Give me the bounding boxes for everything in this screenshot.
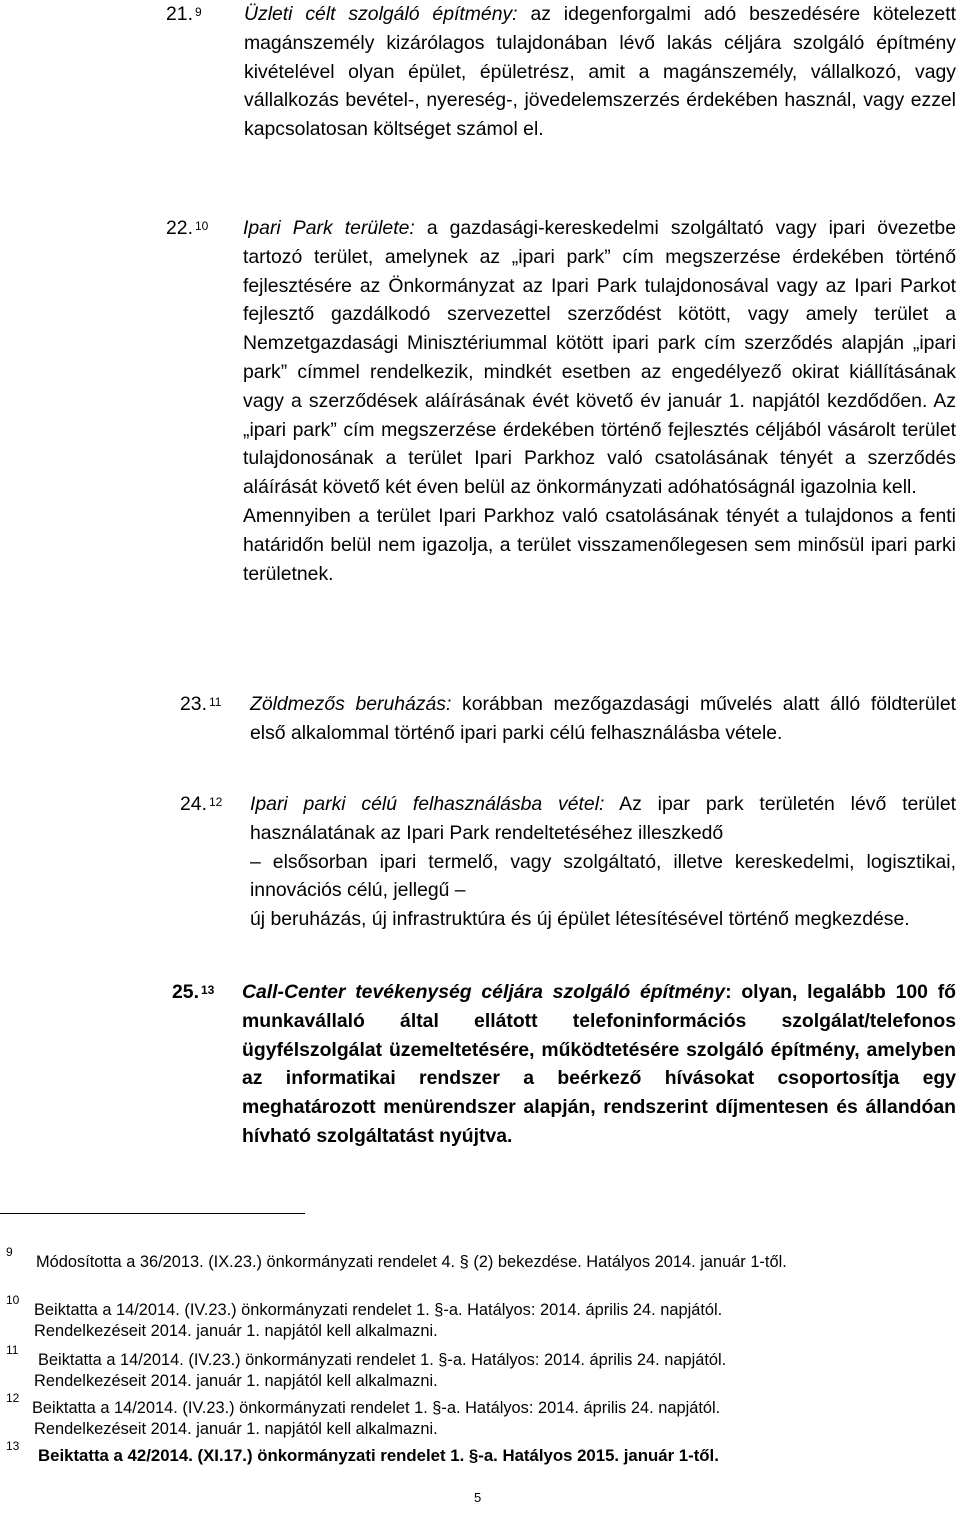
footnote-ref: 9 — [194, 5, 202, 19]
item-body — [244, 0, 956, 144]
footnote-text: Beiktatta a 14/2014. (IV.23.) önkormányzati rendelet 1. §-a. Hatályos: 2014. április 24. napjától. Rendelkezéseit 2014. január 1. napjától kell alkalmazni. — [34, 1301, 723, 1340]
definition-item-25 — [172, 978, 956, 1151]
item-number: 21. $^9$ — [166, 3, 202, 25]
definition-item-21 — [166, 0, 956, 144]
item-text: : olyan, legalább 100 fő munkavállaló által ellátott telefoninformációs szolgálat/telefonos ügyfélszolgálat üzemeltetésére, működtetésére szolgáló építmény, amelyben az informatikai rendszer a beérkező hívásokat csoportosítja egy meghatározott menürendszer alapján, rendszerint díjmentesen és állandóan hívható szolgáltatást nyújtva. — [242, 981, 956, 1147]
definition-item-24 — [180, 790, 956, 934]
defined-term: Ipari parki célú felhasználásba vétel: — [250, 793, 605, 815]
footnote-ref: 10 — [194, 219, 209, 233]
page-number: 5 — [474, 1490, 482, 1505]
item-body-dash-clause: – elsősorban ipari termelő, vagy szolgáltató, illetve kereskedelmi, logisztikai, innovációs célú, jellegű – — [250, 850, 956, 902]
footnote-ref: 13 — [200, 983, 215, 997]
footnote-text: Beiktatta a 14/2014. (IV.23.) önkormányzati rendelet 1. §-a. Hatályos: 2014. április 24. napjától. Rendelkezéseit 2014. január 1. napjától kell alkalmazni. — [34, 1351, 727, 1390]
item-body-continuation: új beruházás, új infrastruktúra és új épület létesítésével történő megkezdése. — [250, 908, 910, 931]
item-text: az idegenforgalmi adó beszedésére kötelezett magánszemély kizárólagos tulajdonában lévő lakás céljára szolgáló építmény kivételével olyan épület, épületrész, amit a magánszemély, vállalkozó, vagy vállalkozás bevétel-, nyereség-, jövedelemszerzés érdekében használ, vagy ezzel kapcsolatosan költséget számol el. — [244, 3, 956, 141]
item-text: Az ipar park területén lévő terület használatának az Ipari Park rendeltetéséhez illeszkedő — [250, 793, 956, 844]
footnote-number: 13 — [6, 1439, 20, 1453]
item-body — [250, 790, 956, 848]
definition-item-22 — [166, 214, 956, 588]
footnote-text: Beiktatta a 42/2014. (XI.17.) önkormányzati rendelet 1. §-a. Hatályos 2015. január 1-től. — [38, 1446, 719, 1465]
footnote-separator — [0, 1213, 305, 1214]
item-number: 24. $^{12}$ — [180, 793, 223, 815]
footnote-number: 12 — [6, 1391, 20, 1405]
item-body-paragraph-2: Amennyiben a terület Ipari Parkhoz való csatolásának tényét a tulajdonos a fenti határidőn belül nem igazolja, a terület visszamenőlegesen sem minősül ipari parki területnek. — [243, 504, 956, 585]
definition-item-23 — [180, 690, 956, 748]
item-text: a gazdasági-kereskedelmi szolgáltató vagy ipari övezetbe tartozó terület, amelynek az „ipari park” cím megszerzése érdekében történő fejlesztésére az Önkormányzat az Ipari Park tulajdonosával vagy az Ipari Parkot fejlesztő gazdálkodó szervezettel szerződést kötött, vagy amely terület a Nemzetgazdasági Minisztériummal kötött ipari park cím szerződés alapján „ipari park” címmel rendelkezik, mindkét esetben az engedélyező okirat kiállításának vagy a szerződések aláírásának évét követő év január 1. napjától kezdődően. Az „ipari park” cím megszerzése érdekében történő fejlesztés céljából vásárolt terület tulajdonosának a terület Ipari Parkhoz való csatolásának tényét a szerződés aláírását követő két éven belül az önkormányzati adóhatóságnál igazolnia kell. — [243, 217, 957, 499]
defined-term: Üzleti célt szolgáló építmény: — [244, 3, 518, 25]
footnote-text: Beiktatta a 14/2014. (IV.23.) önkormányzati rendelet 1. §-a. Hatályos: 2014. április 24. napjától. Rendelkezéseit 2014. január 1. napjától kell alkalmazni. — [32, 1399, 721, 1438]
footnote-number: 10 — [6, 1293, 20, 1307]
footnote-ref: 11 — [208, 695, 222, 709]
footnote-number: 11 — [6, 1343, 19, 1357]
item-number: 22. $^{10}$ — [166, 217, 209, 239]
item-body — [250, 690, 956, 748]
item-number: 25. $^{13}$ — [172, 981, 215, 1003]
item-text: korábban mezőgazdasági művelés alatt álló földterület első alkalommal történő ipari parki célú felhasználásba vétele. — [250, 693, 956, 744]
item-body — [243, 214, 956, 502]
defined-term: Zöldmezős beruházás: — [250, 693, 452, 715]
defined-term: Call-Center tevékenység céljára szolgáló építmény — [242, 981, 726, 1003]
footnote-text: Módosította a 36/2013. (IX.23.) önkormányzati rendelet 4. § (2) bekezdése. Hatályos 2014. január 1-től. — [36, 1253, 787, 1271]
footnote-ref: 12 — [208, 795, 223, 809]
item-body — [242, 978, 956, 1151]
footnote-number: 9 — [6, 1245, 13, 1259]
defined-term: Ipari Park területe: — [243, 217, 415, 239]
item-number: 23. $^{11}$ — [180, 693, 222, 715]
